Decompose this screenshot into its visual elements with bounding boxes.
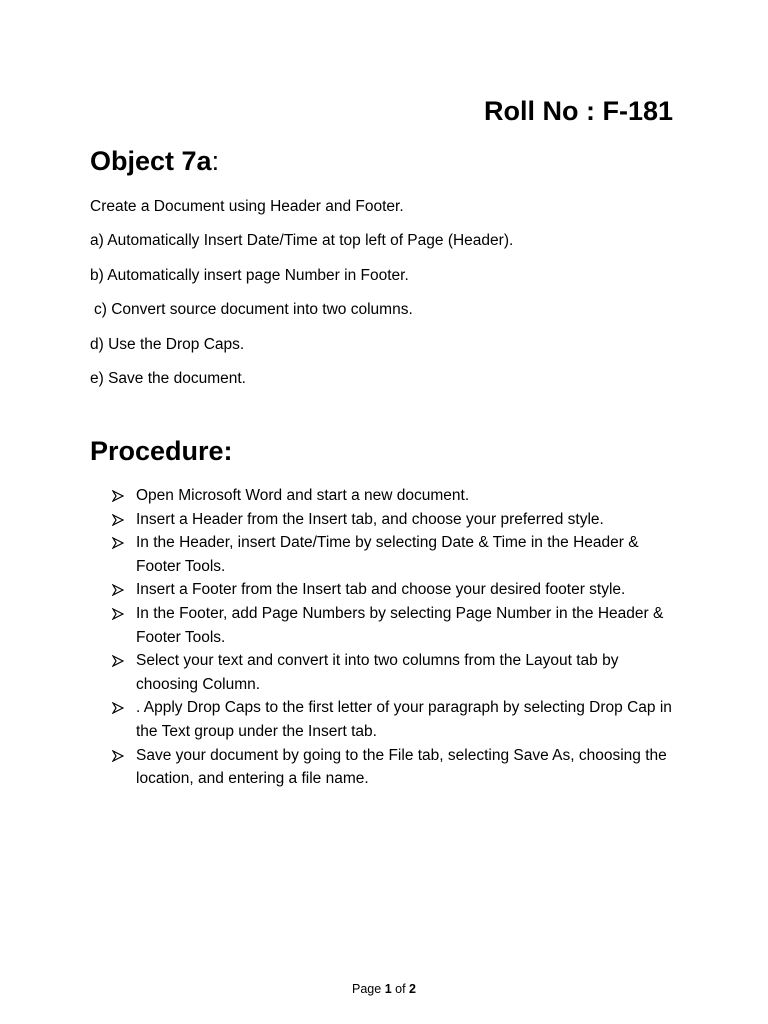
- arrowhead-bullet-icon: [112, 696, 126, 720]
- arrowhead-bullet-icon: [112, 484, 126, 508]
- procedure-step: [112, 696, 678, 743]
- procedure-step-text: Insert a Footer from the Insert tab and choose your desired footer style.: [136, 581, 626, 599]
- footer-current-page: 1: [384, 982, 392, 996]
- object-heading-colon: :: [211, 146, 220, 176]
- object-heading-text: Object 7a: [90, 146, 212, 176]
- procedure-step: [112, 744, 678, 791]
- arrowhead-bullet-icon: [112, 602, 126, 626]
- arrowhead-bullet-icon: [112, 531, 126, 555]
- task-item: a) Automatically Insert Date/Time at top left of Page (Header).: [90, 232, 514, 250]
- arrowhead-bullet-icon: [112, 744, 126, 768]
- procedure-step: [112, 531, 678, 578]
- procedure-step: [112, 508, 678, 532]
- procedure-step-text: In the Footer, add Page Numbers by selecting Page Number in the Header & Footer Tools.: [136, 604, 664, 646]
- procedure-step-text: Select your text and convert it into two columns from the Layout tab by choosing Column.: [136, 652, 619, 693]
- page-footer: [0, 982, 768, 996]
- procedure-step-text: . Apply Drop Caps to the first letter of your paragraph by selecting Drop Cap in the Text group under the Insert tab.: [136, 699, 672, 740]
- arrowhead-bullet-icon: [112, 508, 126, 532]
- procedure-step: [112, 602, 678, 649]
- footer-page-label: Page: [352, 982, 382, 996]
- procedure-step-text: Insert a Header from the Insert tab, and choose your preferred style.: [136, 510, 604, 528]
- footer-total-pages: 2: [409, 982, 416, 996]
- object-heading: [90, 146, 219, 177]
- task-item: b) Automatically insert page Number in Footer.: [90, 266, 409, 284]
- procedure-steps: [112, 484, 678, 791]
- task-item: d) Use the Drop Caps.: [90, 335, 245, 353]
- procedure-heading: Procedure:: [90, 436, 233, 466]
- arrowhead-bullet-icon: [112, 649, 126, 673]
- task-item: c) Convert source document into two columns.: [94, 301, 413, 319]
- procedure-step-text: Open Microsoft Word and start a new document.: [136, 487, 470, 504]
- procedure-step: [112, 484, 678, 508]
- procedure-step: [112, 578, 678, 602]
- task-item: Create a Document using Header and Footer.: [90, 198, 404, 215]
- task-list: [90, 197, 690, 403]
- procedure-step-text: Save your document by going to the File tab, selecting Save As, choosing the location, and entering a file name.: [136, 746, 667, 788]
- arrowhead-bullet-icon: [112, 578, 126, 602]
- procedure-step-text: In the Header, insert Date/Time by selecting Date & Time in the Header & Footer Tools.: [136, 534, 639, 575]
- procedure-step: [112, 649, 678, 696]
- roll-number: Roll No : F-181: [483, 96, 673, 126]
- footer-of-label: of: [395, 982, 406, 996]
- task-item: e) Save the document.: [90, 369, 246, 387]
